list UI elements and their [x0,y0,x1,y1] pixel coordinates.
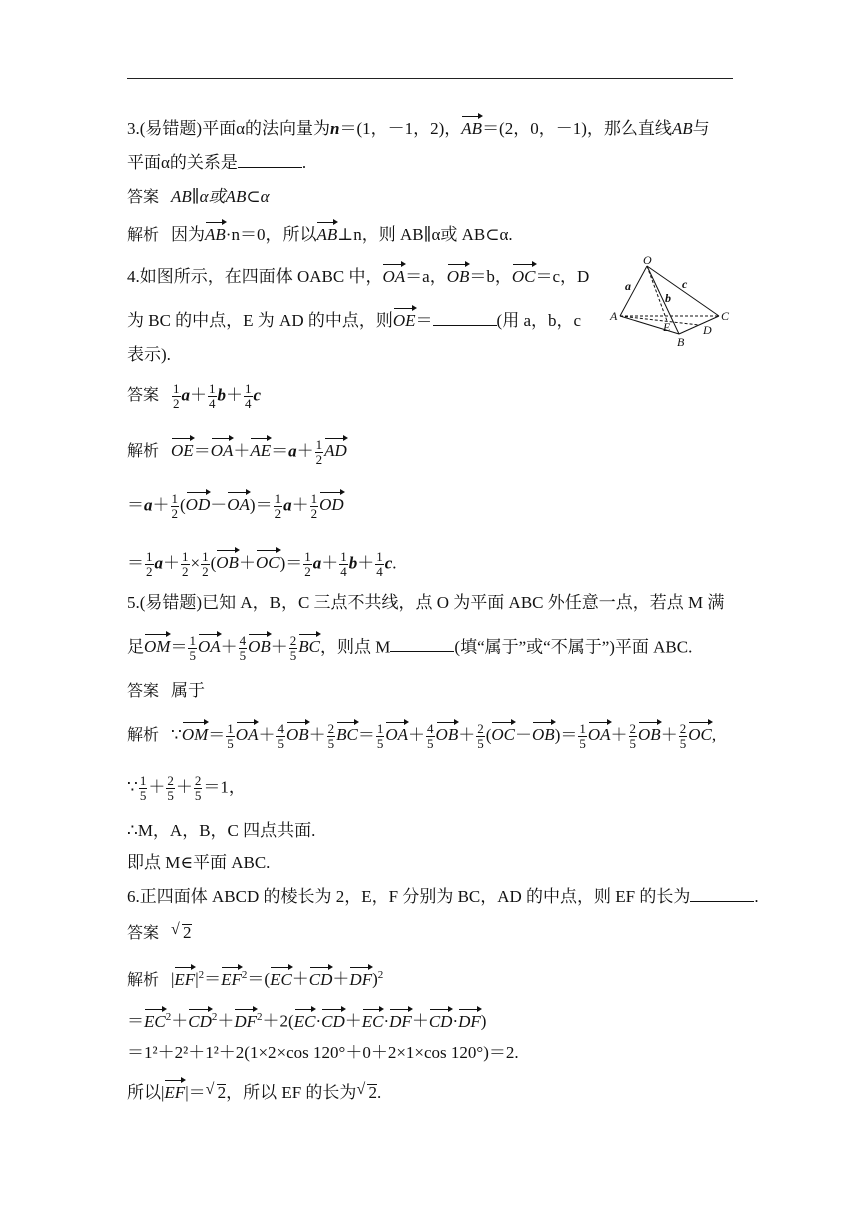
q3-answer: 答案 AB∥α或AB⊂α [127,187,270,206]
svg-text:E: E [663,320,671,334]
tetrahedron-figure [607,254,737,354]
svg-text:a: a [625,279,631,293]
q4-analysis-step3: ＝ $\frac{1}{2}$ a＋ $\frac{1}{2}$ × $\frac{1}{2}$ (OB＋OC)＝ $\frac{1}{2}$ a＋ $\frac{1}{4}$ b＋ $\frac{1}{4}$ c. [127,549,397,579]
q3-line2: 平面α的关系是 . [127,153,307,172]
svg-text:c: c [682,277,688,291]
svg-text:D: D [703,323,712,337]
svg-text:O: O [643,254,652,267]
q5-line2: 足OM＝ $\frac{1}{5}$ OA＋ $\frac{4}{5}$ OB＋ $\frac{2}{5}$ BC，则点 M (填“属于”或“不属于”)平面 ABC. [127,633,693,663]
q4-answer: 答案 $\frac{1}{2}$ a＋ $\frac{1}{4}$ b＋ $\frac{1}{4}$ c [127,381,262,411]
svg-text:B: B [677,335,685,349]
header-rule [127,78,733,79]
q5-conclusion1: ∴M，A，B，C 四点共面. [127,821,316,840]
q6-answer: 答案√ 2 [127,922,192,944]
q6-analysis-step3: ＝1²＋2²＋1²＋2(1×2×cos 120°＋0＋2×1×cos 120°)＝2. [127,1043,519,1062]
answer-blank [238,153,302,168]
answer-label: 答案 [127,187,160,206]
q4-analysis-step2: ＝a＋ $\frac{1}{2}$ (OD－OA)＝ $\frac{1}{2}$ a＋ $\frac{1}{2}$ OD [127,491,344,521]
q5-analysis-step2: ∵ $\frac{1}{5}$ ＋ $\frac{2}{5}$ ＋ $\frac{2}{5}$ ＝1， [127,773,246,803]
q6-line1: 6.正四面体 ABCD 的棱长为 2，E，F 分别为 BC，AD 的中点，则 EF 的长为 . [127,887,759,906]
q5-answer: 答案 属于 [127,681,206,700]
analysis-label: 解析 [127,225,160,244]
q4-line3: 表示). [127,345,171,364]
svg-text:b: b [665,291,671,305]
svg-text:A: A [610,309,618,323]
q5-conclusion2: 即点 M∈平面 ABC. [127,853,271,872]
q6-analysis-step2: $=EC^2+CD^2+DF^2+2(EC\cdot CD+EC\cdot DF+CD\cdot DF)$ [127,1011,487,1031]
q6-analysis-step1: 解析 $|EF|^2=EF^2=(EC+CD+DF)^2$ [127,969,384,989]
q5-analysis-step1: 解析 ∵OM＝ $\frac{1}{5}$ OA＋ $\frac{4}{5}$ OB＋ $\frac{2}{5}$ BC＝ $\frac{1}{5}$ OA＋ $\frac{4}{5}$ OB＋ $\frac{2}{5}$ (OC－OB)＝ $\frac{1}{5}$ OA＋ $\frac{2}{5}$ OB＋ $\frac{2}{5}$ OC, [127,721,717,751]
svg-text:C: C [721,309,730,323]
q3-analysis: 解析 因为AB·n＝0，所以AB⊥n，则 AB∥α或 AB⊂α. [127,225,513,244]
q4-line1: 4.如图所示，在四面体 OABC 中，OA＝a，OB＝b，OC＝c，D [127,267,590,286]
q6-final: 所以|EF|＝√ 2，所以 EF 的长为√ 2. [127,1082,381,1104]
q4-line2: 为 BC 的中点，E 为 AD 的中点，则OE＝ (用 a，b，c [127,311,582,330]
q5-line1: 5.(易错题)已知 A，B，C 三点不共线，点 O 为平面 ABC 外任意一点，若点 M 满 [127,593,725,612]
q4-analysis-step1: 解析 OE＝OA＋AE＝a＋ $\frac{1}{2}$ AD [127,437,347,467]
q3-line1: 3.(易错题)平面α的法向量为n＝(1，－1，2)，AB＝(2，0，－1)，那么直线AB与 [127,119,710,138]
